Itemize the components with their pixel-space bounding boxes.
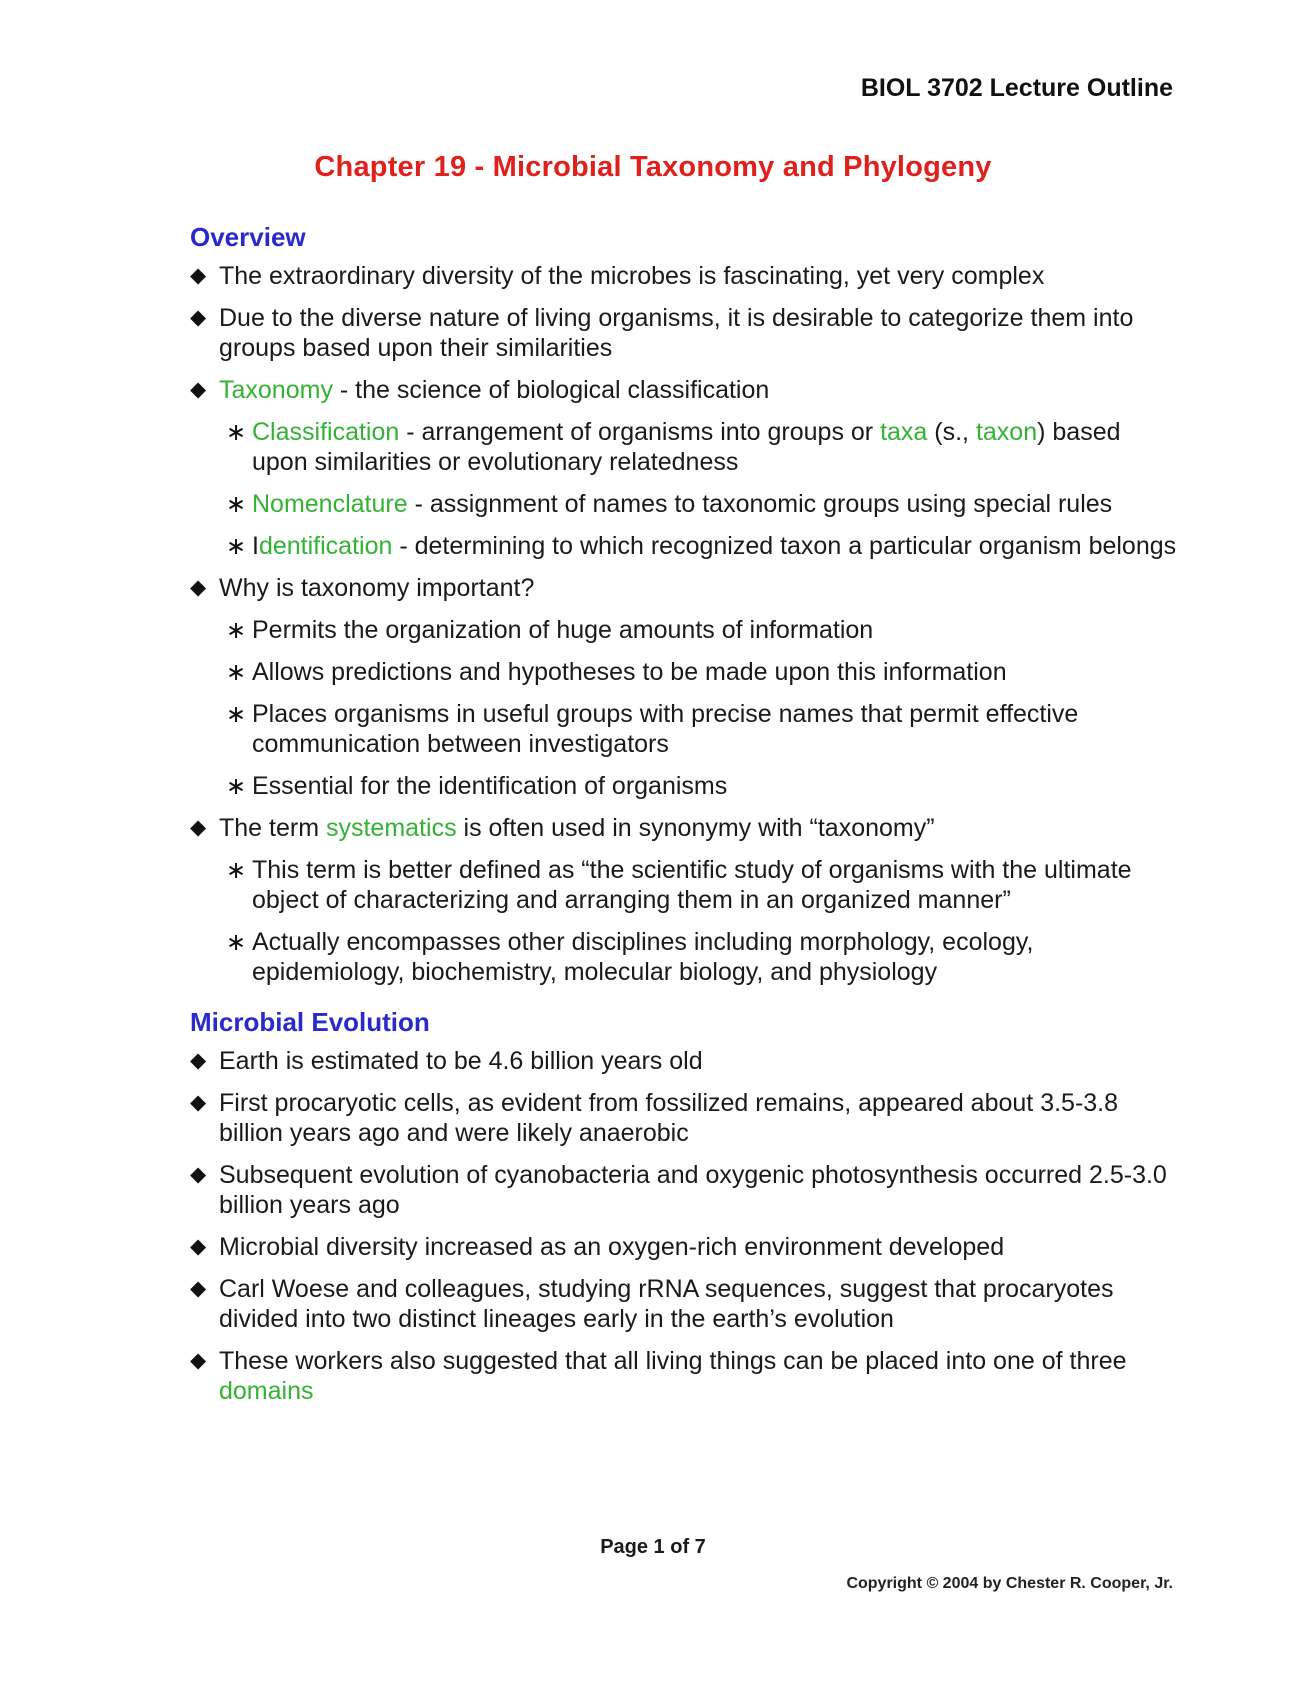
sub-list-item xyxy=(190,699,1180,759)
sub-list-item xyxy=(190,771,1180,801)
term-systematics: systematics xyxy=(325,814,457,842)
diamond-bullet-icon: ◆ xyxy=(190,1349,207,1372)
list-item xyxy=(190,1232,1180,1262)
list-item xyxy=(190,573,1180,603)
sub-list-item xyxy=(190,927,1180,987)
item-text: - the science of biological classification xyxy=(332,376,770,404)
item-text: The term xyxy=(219,814,326,842)
diamond-bullet-icon: ◆ xyxy=(190,264,207,287)
term-taxon: taxon xyxy=(975,418,1038,446)
item-text: (s., xyxy=(927,418,976,446)
item-text: Essential for the identification of organisms xyxy=(252,772,728,800)
asterisk-bullet-icon: ∗ xyxy=(226,659,247,686)
item-text: Microbial diversity increased as an oxygen-rich environment developed xyxy=(219,1233,1005,1261)
section-heading-microbial-evolution: Microbial Evolution xyxy=(190,1007,430,1037)
list-item xyxy=(190,1346,1180,1406)
list-item xyxy=(190,261,1180,291)
diamond-bullet-icon: ◆ xyxy=(190,576,207,599)
item-text: - determining to which recognized taxon a particular organism belongs xyxy=(392,532,1177,560)
asterisk-bullet-icon: ∗ xyxy=(226,419,247,446)
item-text: ) based upon similarities or evolutionary relatedness xyxy=(252,418,1121,476)
term-taxa: taxa xyxy=(880,418,928,446)
item-text: Carl Woese and colleagues, studying rRNA sequences, suggest that procaryotes divided into two distinct lineages early in the earth’s evolution xyxy=(219,1275,1114,1333)
sub-list-item xyxy=(190,489,1180,519)
asterisk-bullet-icon: ∗ xyxy=(226,491,247,518)
diamond-bullet-icon: ◆ xyxy=(190,378,207,401)
asterisk-bullet-icon: ∗ xyxy=(226,533,247,560)
item-text: Places organisms in useful groups with precise names that permit effective communication between investigators xyxy=(252,700,1079,758)
diamond-bullet-icon: ◆ xyxy=(190,1235,207,1258)
list-item xyxy=(190,303,1180,363)
list-item xyxy=(190,1274,1180,1334)
diamond-bullet-icon: ◆ xyxy=(190,1049,207,1072)
diamond-bullet-icon: ◆ xyxy=(190,306,207,329)
chapter-title: Chapter 19 - Microbial Taxonomy and Phylogeny xyxy=(314,151,992,183)
list-item xyxy=(190,375,1180,405)
sub-list-item xyxy=(190,657,1180,687)
diamond-bullet-icon: ◆ xyxy=(190,1163,207,1186)
copyright-notice: Copyright © 2004 by Chester R. Cooper, Jr. xyxy=(846,1575,1173,1592)
course-header: BIOL 3702 Lecture Outline xyxy=(860,74,1173,102)
page-number: Page 1 of 7 xyxy=(600,1536,706,1558)
term-taxonomy: Taxonomy xyxy=(219,376,333,404)
item-text: - assignment of names to taxonomic groups using special rules xyxy=(407,490,1113,518)
diamond-bullet-icon: ◆ xyxy=(190,1277,207,1300)
term-classification: Classification xyxy=(252,418,400,446)
item-text: Due to the diverse nature of living organisms, it is desirable to categorize them into groups based upon their similarities xyxy=(219,304,1134,362)
term-nomenclature: Nomenclature xyxy=(252,490,408,518)
sub-list-item xyxy=(190,531,1180,561)
sub-list-item xyxy=(190,417,1180,477)
asterisk-bullet-icon: ∗ xyxy=(226,857,247,884)
sub-list-item xyxy=(190,855,1180,915)
item-text: These workers also suggested that all living things can be placed into one of three xyxy=(219,1347,1127,1375)
list-item xyxy=(190,1088,1180,1148)
item-text: - arrangement of organisms into groups or xyxy=(399,418,881,446)
sub-list-item xyxy=(190,615,1180,645)
item-text: Why is taxonomy important? xyxy=(219,574,535,602)
item-text: is often used in synonymy with “taxonomy” xyxy=(456,814,935,842)
term-domains: domains xyxy=(219,1377,314,1405)
item-text: Actually encompasses other disciplines including morphology, ecology, epidemiology, biochemistry, molecular biology, and physiology xyxy=(252,928,1034,986)
asterisk-bullet-icon: ∗ xyxy=(226,929,247,956)
term-identification: dentification xyxy=(258,532,393,560)
diamond-bullet-icon: ◆ xyxy=(190,1091,207,1114)
diamond-bullet-icon: ◆ xyxy=(190,816,207,839)
item-text: This term is better defined as “the scientific study of organisms with the ultimate object of characterizing and arranging them in an organized manner” xyxy=(252,856,1132,914)
item-text: Permits the organization of huge amounts of information xyxy=(252,616,874,644)
asterisk-bullet-icon: ∗ xyxy=(226,701,247,728)
asterisk-bullet-icon: ∗ xyxy=(226,773,247,800)
item-text: The extraordinary diversity of the microbes is fascinating, yet very complex xyxy=(219,262,1045,290)
item-text: Earth is estimated to be 4.6 billion years old xyxy=(219,1047,703,1075)
item-text: First procaryotic cells, as evident from fossilized remains, appeared about 3.5-3.8 billion years ago and were likely anaerobic xyxy=(219,1089,1119,1147)
asterisk-bullet-icon: ∗ xyxy=(226,617,247,644)
item-text: Subsequent evolution of cyanobacteria and oxygenic photosynthesis occurred 2.5-3.0 billion years ago xyxy=(219,1161,1167,1219)
term-lead-letter: I xyxy=(252,532,259,560)
section-heading-overview: Overview xyxy=(190,222,306,252)
outline-content xyxy=(190,222,1180,1418)
item-text: Allows predictions and hypotheses to be made upon this information xyxy=(252,658,1007,686)
list-item xyxy=(190,1046,1180,1076)
list-item xyxy=(190,813,1180,843)
list-item xyxy=(190,1160,1180,1220)
